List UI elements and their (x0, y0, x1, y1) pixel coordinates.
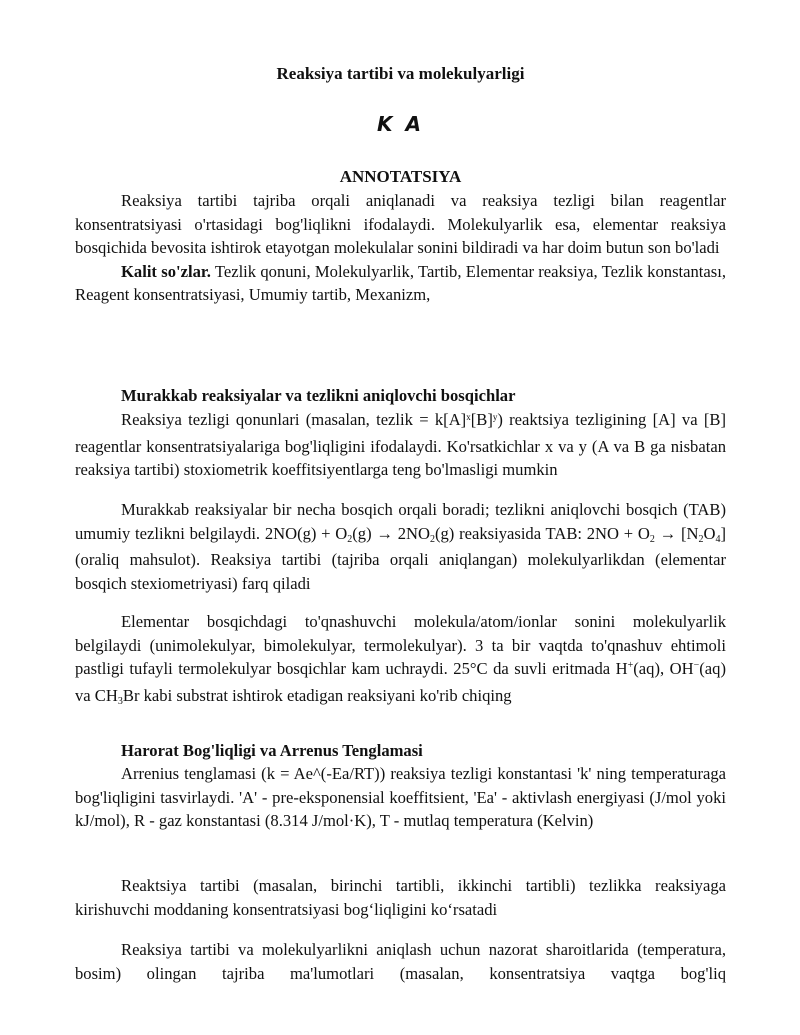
molecularity-paragraph: Elementar bosqichdagi to'qnashuvchi molekula/atom/ionlar sonini molekulyarlik belgilaydi (unimolekulyar, bimolekulyar, termolekulyar). 3 ta bir vaqtda to'qnashuv ehtimoli pastligi tufayli termolekulyar bosqichlar kam uchraydi. 25°C da suvli eritmada H+(aq), OH−(aq) va $CH_3Br$ kabi substrat ishtirok etadigan reaksiyani ko'rib chiqing (75, 612, 726, 707)
keywords-paragraph (75, 260, 726, 307)
author-initials: K A (377, 112, 424, 136)
annotation-block (75, 189, 726, 307)
section2-paragraph-2 (75, 874, 726, 921)
section1-paragraph-3 (75, 610, 726, 710)
complex-reactions-paragraph: Murakkab reaksiyalar bir necha bosqich orqali boradi; tezlikni aniqlovchi bosqich (TAB) umumiy tezlikni belgilaydi. $2NO(g) + O_2(g) \to 2NO_2(g)$ reaksiyasida TAB: $2NO + O_2 \to [N_2O_4]$ (oraliq mahsulot). Reaksiya tartibi (tajriba orqali aniqlangan) molekulyarlikdan (elementar bosqich stexiometriyasi) farq qiladi (75, 500, 726, 593)
experimental-data-paragraph: Reaksiya tartibi va molekulyarlikni aniqlash uchun nazorat sharoitlarida (temperatura, bosim) olingan tajriba ma'lumotlari (masalan, konsentratsiya vaqtga bog'liq (75, 940, 726, 983)
section1-paragraph-2 (75, 498, 726, 595)
annotation-paragraph: Reaksiya tartibi tajriba orqali aniqlanadi va reaksiya tezligi bilan reagentlar konsentratsiyasi o'rtasidagi bog'liqlikni ifodalaydi. Molekulyarlik esa, elementar reaksiya bosqichida bevosita ishtirok etayotgan molekulalar sonini bildiradi va har doim butun son bo'ladi (75, 191, 726, 258)
document-title: Reaksiya tartibi va molekulyarligi (276, 64, 525, 83)
annotation-heading: ANNOTATSIYA (339, 167, 462, 186)
reaction-order-paragraph: Reaktsiya tartibi (masalan, birinchi tartibli, ikkinchi tartibli) tezlikka reaksiyaga kirishuvchi moddaning konsentratsiyasi bog‘liqligini ko‘rsatadi (75, 876, 726, 919)
arrhenius-paragraph: Arrenius tenglamasi (k = Ae^(-Ea/RT)) reaksiya tezligi konstantasi 'k' ning temperaturaga bog'liqligini tasvirlaydi. 'A' - pre-eksponensial koeffitsient, 'Ea' - aktivlash energiyasi (J/mol yoki kJ/mol), R - gaz konstantasi (8.314 J/mol·K), T - mutlaq temperatura (Kelvin) (75, 764, 726, 831)
section2-paragraph-1 (75, 762, 726, 833)
section1-paragraph-1 (75, 408, 726, 482)
section2-paragraph-3 (75, 938, 726, 985)
section-heading: Murakkab reaksiyalar va tezlikni aniqlovchi bosqichlar (121, 386, 516, 405)
keywords-text: Tezlik qonuni, Molekulyarlik, Tartib, Elementar reaksiya, Tezlik konstantası, Reagent konsentratsiyasi, Umumiy tartib, Mexanizm, (75, 261, 726, 305)
keywords-label: Kalit so'zlar. (121, 261, 211, 281)
rate-law-paragraph: Reaksiya tezligi qonunlari (masalan, tezlik = $k[A]^x[B]^y$) reaktsiya tezligining [A] va [B] reagentlar konsentratsiyalariga bog'liqligini ifodalaydi. Ko'rsatkichlar x va y (A va B ga nisbatan reaksiya tartibi) stoxiometrik koeffitsiyentlarga teng bo'lmasligi mumkin (75, 410, 726, 480)
section-heading: Harorat Bog'liqligi va Arrenus Tenglamasi (121, 741, 423, 760)
